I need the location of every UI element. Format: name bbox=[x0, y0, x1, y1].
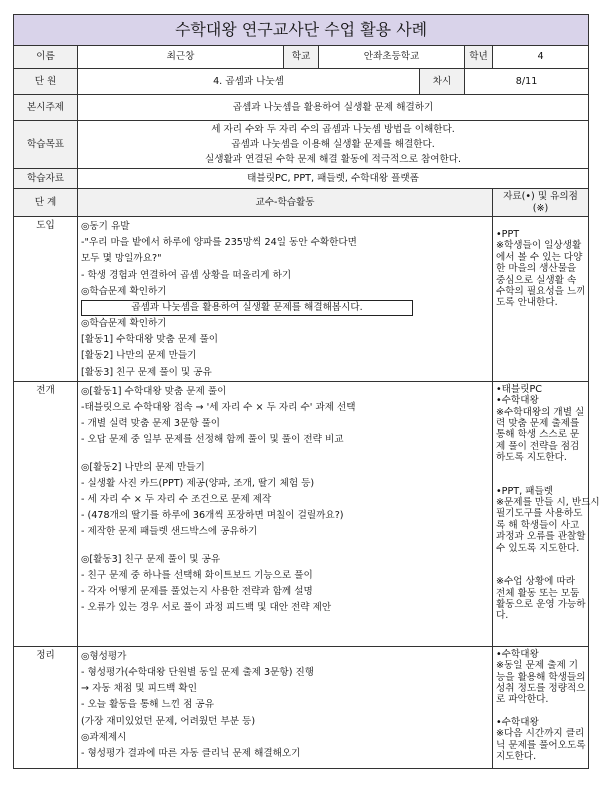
note-line: 한 마을의 생산물을 bbox=[496, 263, 577, 275]
develop-line: - 오답 문제 중 일부 문제를 선정해 함께 풀이 및 풀이 전략 비교 bbox=[81, 434, 344, 446]
develop-stage: 전개 bbox=[14, 381, 78, 646]
note-line: 과정과 오류를 관찰할 bbox=[496, 531, 586, 543]
wrap-line: - 형성평가(수학대왕 단원별 동일 문제 출제 3문항) 진행 bbox=[81, 667, 315, 679]
intro-activities bbox=[78, 217, 493, 382]
intro-line: [활동1] 수학대왕 맞춤 문제 풀이 bbox=[81, 334, 218, 346]
note-line: 로 파악한다. bbox=[496, 694, 549, 706]
note-line: •PPT bbox=[496, 229, 520, 240]
wrap-line: (가장 재미있었던 문제, 어려웠던 부분 등) bbox=[81, 715, 256, 727]
intro-line: [활동3] 친구 문제 풀이 및 공유 bbox=[81, 366, 212, 378]
document-title: 수학대왕 연구교사단 수업 활용 사례 bbox=[14, 15, 589, 46]
note-line: ※수학대왕의 개별 실 bbox=[496, 406, 585, 418]
note-line: 닉 문제를 풀어오도록 bbox=[496, 739, 586, 751]
note-line: ※다음 시간까지 클리 bbox=[496, 728, 585, 740]
intro-line: ◎학습문제 확인하기 bbox=[81, 318, 167, 330]
note-line: 에서 볼 수 있는 다양 bbox=[496, 251, 583, 263]
note-line: ※동일 문제 출제 기 bbox=[496, 660, 579, 672]
intro-line: 모두 몇 망일까요?" bbox=[81, 253, 162, 265]
note-line: •수학대왕 bbox=[496, 395, 539, 407]
note-line: ※학생들이 일상생활 bbox=[496, 240, 582, 252]
note-line: 능을 활용해 학생들의 bbox=[496, 671, 586, 683]
note-line: 수학의 필요성을 느끼 bbox=[496, 286, 586, 298]
notes-header: 자료(•) 및 유의점(※) bbox=[493, 189, 589, 217]
teacher-name: 최근창 bbox=[78, 46, 284, 69]
goal-item: 곱셈과 나눗셈을 이용해 실생활 문제를 해결한다. bbox=[231, 139, 435, 150]
note-line: 력 맞춤 문제 출제를 bbox=[496, 418, 580, 430]
materials-label: 학습자료 bbox=[14, 169, 78, 189]
note-line: 제 풀이 전략을 점검 bbox=[496, 440, 580, 452]
note-line: ※수업 상황에 따라 bbox=[496, 576, 576, 588]
grade-value: 4 bbox=[493, 46, 589, 69]
develop-line: - 친구 문제 중 하나를 선택해 화이트보드 기능으로 풀이 bbox=[81, 569, 313, 581]
note-line: 중심으로 실생활 속 bbox=[496, 274, 577, 286]
note-line: ※문제를 만들 시, 반드시 bbox=[496, 497, 600, 509]
develop-line: -태블릿으로 수학대왕 접속 → '세 자리 수 × 두 자리 수' 과제 선택 bbox=[81, 402, 356, 414]
wrap-activities bbox=[78, 646, 493, 768]
materials-value: 태블릿PC, PPT, 패들렛, 수학대왕 플랫폼 bbox=[78, 169, 589, 189]
topic-label: 본시주제 bbox=[14, 95, 78, 121]
grade-label: 학년 bbox=[465, 46, 493, 69]
intro-line: -"우리 마을 밭에서 하루에 양파를 235망씩 24일 동안 수확한다면 bbox=[81, 237, 357, 249]
name-label: 이름 bbox=[14, 46, 78, 69]
intro-line: ◎동기 유발 bbox=[81, 221, 130, 232]
stage-header: 단 계 bbox=[14, 189, 78, 217]
wrap-line: ◎과제제시 bbox=[81, 731, 127, 743]
unit-label: 단 원 bbox=[14, 69, 78, 95]
wrap-line: - 형성평가 결과에 따른 자동 클리닉 문제 해결해오기 bbox=[81, 748, 301, 760]
note-line: 전체 활동 또는 모둠 bbox=[496, 587, 580, 599]
wrap-line: → 자동 채점 및 피드백 확인 bbox=[81, 683, 197, 695]
note-line: 수 있도록 지도한다. bbox=[496, 542, 580, 554]
note-line: 하도록 지도한다. bbox=[496, 452, 567, 464]
period-value: 8/11 bbox=[465, 69, 589, 95]
lesson-plan-table bbox=[13, 14, 600, 769]
note-line: 지도한다. bbox=[496, 751, 537, 763]
develop-line: - 오류가 있는 경우 서로 풀이 과정 피드백 및 대안 전략 제안 bbox=[81, 602, 332, 614]
note-line: •태블릿PC bbox=[496, 383, 542, 395]
wrap-line: ◎형성평가 bbox=[81, 650, 127, 662]
learning-problem-box: 곱셈과 나눗셈을 활용하여 실생활 문제를 해결해봅시다. bbox=[81, 300, 413, 316]
develop-line: ◎[활동3] 친구 문제 풀이 및 공유 bbox=[81, 553, 221, 565]
intro-line: [활동2] 나만의 문제 만들기 bbox=[81, 350, 197, 362]
develop-line: - 각자 어떻게 문제를 풀었는지 사용한 전략과 함께 설명 bbox=[81, 586, 313, 598]
develop-line: - 개별 실력 맞춤 문제 3문항 풀이 bbox=[81, 418, 221, 430]
develop-line: ◎[활동1] 수학대왕 맞춤 문제 풀이 bbox=[81, 385, 227, 397]
goals-label: 학습목표 bbox=[14, 121, 78, 169]
school-label: 학교 bbox=[284, 46, 319, 69]
wrap-notes bbox=[493, 646, 589, 768]
wrap-line: - 오늘 활동을 통해 느낀 점 공유 bbox=[81, 699, 214, 711]
goal-item: 실생활과 연결된 수학 문제 해결 활동에 적극적으로 참여한다. bbox=[204, 154, 462, 165]
note-line: 활동으로 운영 가능하 bbox=[496, 598, 586, 610]
note-line: 다. bbox=[496, 610, 509, 622]
unit-value: 4. 곱셈과 나눗셈 bbox=[78, 69, 420, 95]
intro-stage: 도입 bbox=[14, 217, 78, 382]
intro-line: - 학생 경험과 연결하여 곱셈 상황을 떠올리게 하기 bbox=[81, 269, 292, 281]
note-line: 통해 학생 스스로 문 bbox=[496, 429, 580, 441]
wrap-stage: 정리 bbox=[14, 646, 78, 768]
note-line: •PPT, 패들렛 bbox=[496, 485, 553, 497]
goals-list bbox=[78, 121, 589, 169]
develop-notes bbox=[493, 381, 600, 646]
develop-line: - 세 자리 수 × 두 자리 수 조건으로 문제 제작 bbox=[81, 494, 272, 506]
note-line: 록 해 학생들이 사고 bbox=[496, 519, 580, 531]
develop-activities bbox=[78, 381, 493, 646]
note-line: 도록 안내한다. bbox=[496, 297, 558, 309]
period-label: 차시 bbox=[420, 69, 465, 95]
note-line: 성취 정도를 정량적으 bbox=[496, 683, 586, 695]
develop-line: - (478개의 딸기를 하루에 36개씩 포장하면 며칠이 걸릴까요?) bbox=[81, 510, 344, 522]
intro-notes bbox=[493, 217, 589, 382]
note-line: •수학대왕 bbox=[496, 716, 539, 728]
topic-value: 곱셈과 나눗셈을 활용하여 실생활 문제 해결하기 bbox=[78, 95, 589, 121]
goal-item: 세 자리 수와 두 자리 수의 곱셈과 나눗셈 방법을 이해한다. bbox=[211, 124, 455, 135]
develop-line: ◎[활동2] 나만의 문제 만들기 bbox=[81, 461, 205, 473]
note-line: •수학대왕 bbox=[496, 648, 539, 660]
note-line: 필기도구를 사용하도 bbox=[496, 508, 583, 520]
activity-header: 교수-학습활동 bbox=[78, 189, 493, 217]
intro-line: ◎학습문제 확인하기 bbox=[81, 285, 167, 297]
develop-line: - 실생활 사진 카드(PPT) 제공(양파, 조개, 딸기 체험 등) bbox=[81, 477, 315, 489]
school-name: 안좌초등학교 bbox=[319, 46, 465, 69]
develop-line: - 제작한 문제 패들렛 샌드박스에 공유하기 bbox=[81, 526, 258, 538]
